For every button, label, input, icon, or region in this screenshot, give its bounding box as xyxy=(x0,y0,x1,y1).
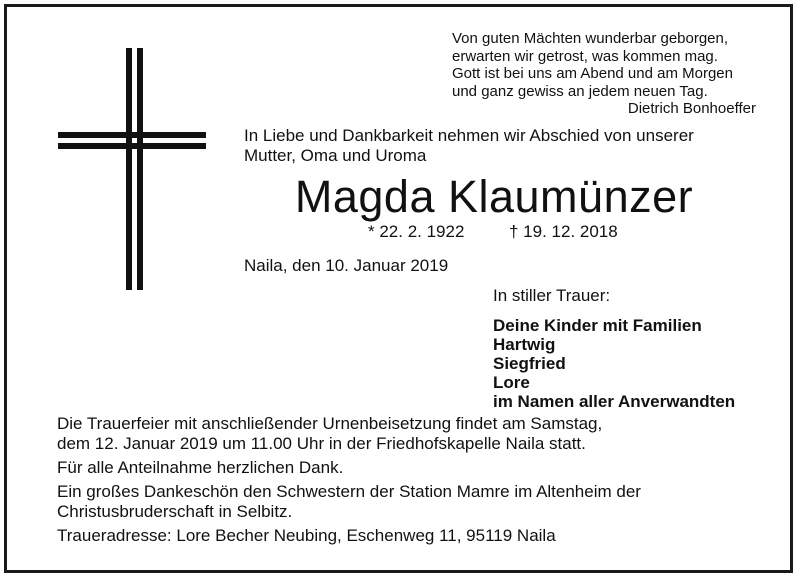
mourner-name: Deine Kinder mit Familien xyxy=(493,316,702,335)
poem-line: und ganz gewiss an jedem neuen Tag. xyxy=(452,82,708,100)
poem-line: Gott ist bei uns am Abend und am Morgen xyxy=(452,65,733,82)
birth-date: * 22. 2. 1922 xyxy=(368,222,465,241)
special-thanks-line: Christusbruderschaft in Selbitz. xyxy=(57,502,293,521)
intro-line: In Liebe und Dankbarkeit nehmen wir Abschied von unserer xyxy=(244,126,694,145)
funeral-line: dem 12. Januar 2019 um 11.00 Uhr in der Friedhofskapelle Naila statt. xyxy=(57,434,586,453)
deceased-name: Magda Klaumünzer xyxy=(294,171,694,222)
special-thanks xyxy=(57,482,777,522)
intro-text xyxy=(244,126,764,166)
poem-line: erwarten wir getrost, was kommen mag. xyxy=(452,47,718,65)
death-date: † 19. 12. 2018 xyxy=(509,222,618,241)
mourner-name: im Namen aller Anverwandten xyxy=(493,392,736,411)
thanks-text: Für alle Anteilnahme herzlichen Dank. xyxy=(57,458,344,477)
mourners-block xyxy=(493,286,783,411)
footer-notice xyxy=(57,414,777,550)
mourning-address: Traueradresse: Lore Becher Neubing, Eschenweg 11, 95119 Naila xyxy=(57,526,556,545)
cross-icon xyxy=(55,48,175,290)
mourner-name: Lore xyxy=(493,373,530,392)
poem-line: Von guten Mächten wunderbar geborgen, xyxy=(452,30,729,47)
poem-author: Dietrich Bonhoeffer xyxy=(627,100,756,117)
mourner-name: Hartwig xyxy=(493,335,556,354)
mourners-label: In stiller Trauer: xyxy=(493,286,611,305)
place-date: Naila, den 10. Januar 2019 xyxy=(244,256,449,275)
funeral-line: Die Trauerfeier mit anschließender Urnenbeisetzung findet am Samstag, xyxy=(57,414,603,433)
intro-line: Mutter, Oma und Uroma xyxy=(244,146,427,165)
poem-quote xyxy=(452,30,772,118)
special-thanks-line: Ein großes Dankeschön den Schwestern der Station Mamre im Altenheim der xyxy=(57,482,641,501)
mourner-name: Siegfried xyxy=(493,354,566,373)
funeral-info xyxy=(57,414,777,454)
